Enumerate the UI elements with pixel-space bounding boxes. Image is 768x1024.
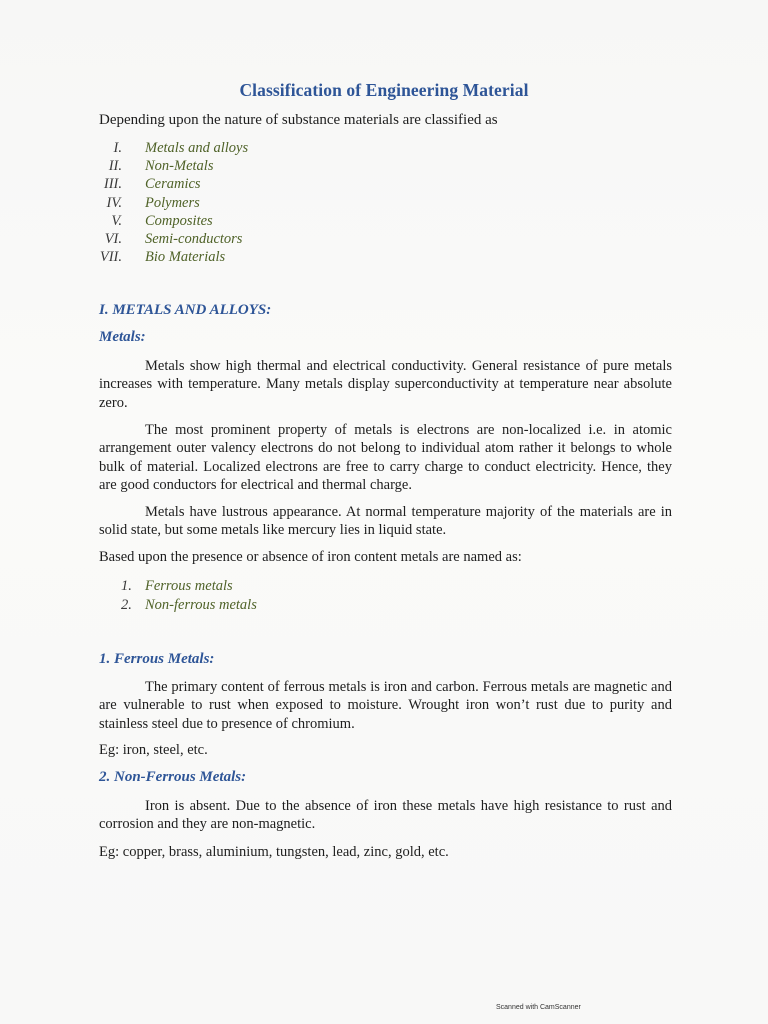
list-item-number: VI. <box>104 230 122 247</box>
list-item-number: 1. <box>121 578 132 594</box>
document-title: Classification of Engineering Material <box>239 80 529 100</box>
metals-paragraph-2: The most prominent property of metals is electrons are non-localized i.e. in atomic arrangement outer valency electrons do not belong to individual atom rather it belongs to whole bulk of material. Localized electrons are free to carry charge to conduct electricity. Hence, they are good conductors for electrical and thermal charge. <box>99 422 672 493</box>
non-ferrous-heading: 2. Non-Ferrous Metals: <box>99 769 247 785</box>
metals-heading: Metals: <box>99 329 146 345</box>
list-item-label: Metals and alloys <box>145 140 249 156</box>
list-item <box>99 596 399 615</box>
list-item-number: III. <box>103 176 122 193</box>
metals-paragraph-1: Metals show high thermal and electrical conductivity. General resistance of pure metals increases with temperature. Many metals display superconductivity at temperature near absolute zero. <box>99 358 672 411</box>
list-item-label: Polymers <box>145 194 200 211</box>
intro-text: Depending upon the nature of substance materials are classified as <box>99 112 498 128</box>
non-ferrous-example: Eg: copper, brass, aluminium, tungsten, lead, zinc, gold, etc. <box>99 844 449 860</box>
list-item-label: Ferrous metals <box>145 578 233 594</box>
list-item-number: V. <box>111 212 122 229</box>
list-item-number: I. <box>113 140 122 156</box>
section-heading: I. METALS AND ALLOYS: <box>99 302 272 318</box>
ferrous-heading: 1. Ferrous Metals: <box>99 651 215 667</box>
list-item-label: Composites <box>145 212 213 229</box>
list-item <box>84 230 384 248</box>
classification-list <box>84 139 384 266</box>
iron-content-intro: Based upon the presence or absence of iron content metals are named as: <box>99 549 522 565</box>
list-item <box>84 139 384 157</box>
list-item-label: Non-Metals <box>145 158 214 175</box>
metals-paragraph-3: Metals have lustrous appearance. At normal temperature majority of the materials are in solid state, but some metals like mercury lies in liquid state. <box>99 504 672 539</box>
list-item-number: II. <box>108 158 122 175</box>
list-item-number: IV. <box>106 194 122 211</box>
list-item <box>99 577 399 596</box>
scanner-watermark: Scanned with CamScanner <box>496 1004 581 1011</box>
list-item-label: Bio Materials <box>145 249 226 266</box>
list-item-label: Semi-conductors <box>145 230 243 247</box>
ferrous-paragraph: The primary content of ferrous metals is iron and carbon. Ferrous metals are magnetic and are vulnerable to rust when exposed to moisture. Wrought iron won’t rust due to purity and stainless steel due to presence of chromium. <box>99 679 672 732</box>
metal-types-list <box>99 577 399 614</box>
list-item-label: Non-ferrous metals <box>145 596 257 613</box>
list-item <box>84 194 384 212</box>
list-item <box>84 175 384 193</box>
list-item <box>84 157 384 175</box>
ferrous-example: Eg: iron, steel, etc. <box>99 742 208 758</box>
non-ferrous-paragraph: Iron is absent. Due to the absence of iron these metals have high resistance to rust and corrosion and they are non-magnetic. <box>99 798 672 833</box>
list-item <box>84 212 384 230</box>
list-item <box>84 248 384 266</box>
list-item-label: Ceramics <box>145 176 201 193</box>
list-item-number: 2. <box>121 596 132 613</box>
list-item-number: VII. <box>99 249 122 266</box>
